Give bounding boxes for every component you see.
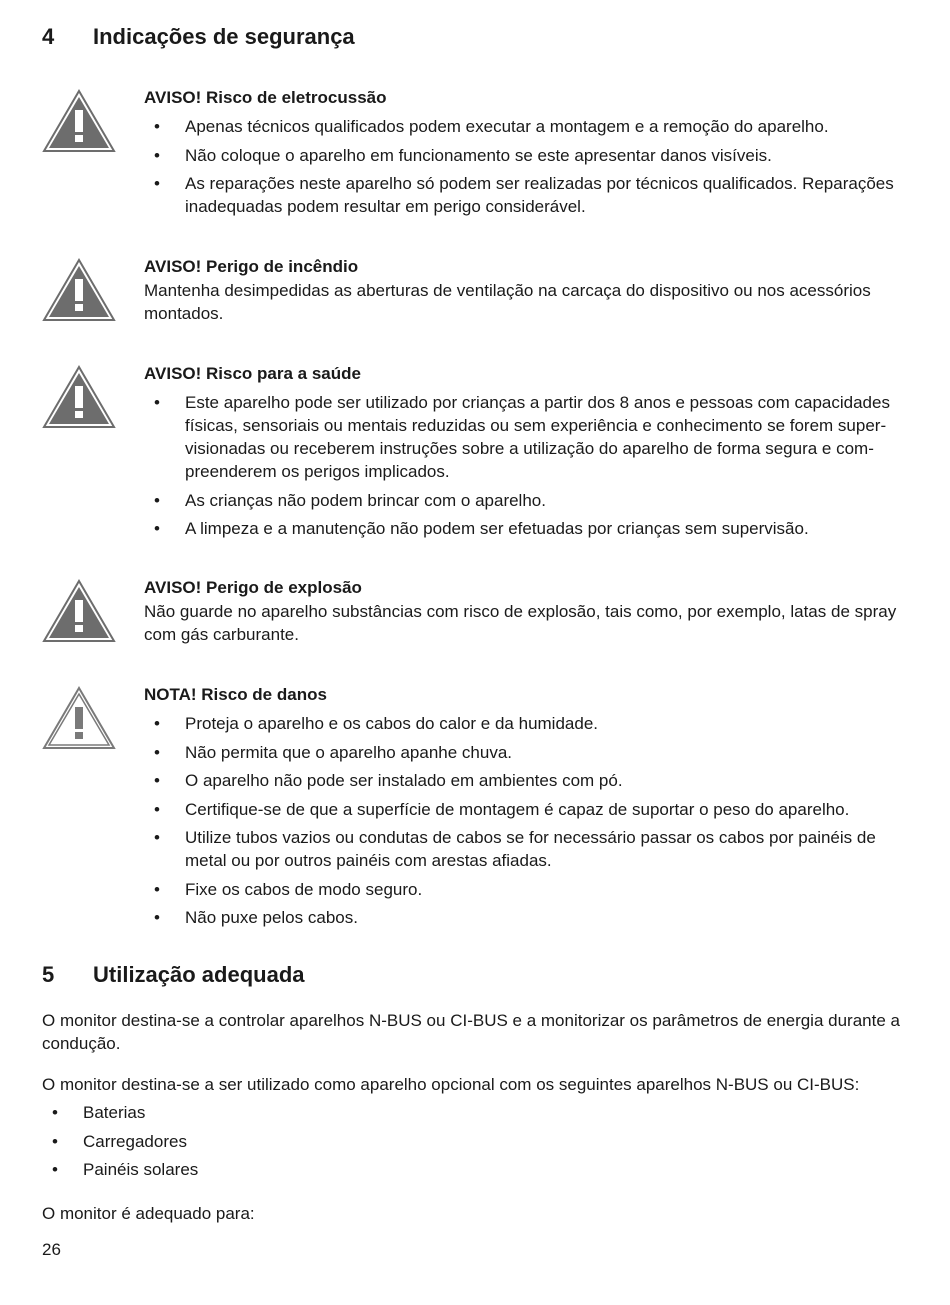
section-title: Indicações de segurança bbox=[93, 24, 355, 49]
list-item: • Utilize tubos vazios ou condutas de cabos se for necessário passar os cabos por painéis de metal ou por outros painéis com arestas afiadas. bbox=[144, 826, 922, 872]
warning-bullet-list bbox=[144, 115, 922, 218]
note-bullet-list bbox=[144, 712, 922, 929]
warning-title: AVISO! Risco para a saúde bbox=[144, 364, 361, 383]
warning-fire bbox=[42, 255, 922, 325]
warning-title: AVISO! Perigo de explosão bbox=[144, 578, 362, 597]
note-title: NOTA! Risco de danos bbox=[144, 685, 327, 704]
list-item: • Proteja o aparelho e os cabos do calor e da humidade. bbox=[144, 712, 922, 735]
section-number: 5 bbox=[42, 962, 55, 987]
section-5-heading bbox=[42, 962, 305, 988]
warning-title: AVISO! Risco de eletrocussão bbox=[144, 88, 387, 107]
paragraph: O monitor destina-se a controlar aparelhos N-BUS ou CI-BUS e a monitorizar os parâmetros de energia durante a condução. bbox=[42, 1011, 900, 1053]
list-item: • Não coloque o aparelho em funcionamento se este apresentar danos visíveis. bbox=[144, 144, 922, 167]
warning-text: Mantenha desimpedidas as aberturas de ventilação na carcaça do dispositivo ou nos acessórios montados. bbox=[144, 281, 871, 323]
list-item: • As reparações neste aparelho só podem ser realizadas por técnicos qualificados. Reparações inadequadas podem resultar em perigo considerável. bbox=[144, 172, 922, 218]
warning-bullet-list bbox=[144, 391, 922, 540]
list-item: • Apenas técnicos qualificados podem executar a montagem e a remoção do aparelho. bbox=[144, 115, 922, 138]
warning-electrocution bbox=[42, 86, 922, 224]
section-number: 4 bbox=[42, 24, 55, 49]
list-item: • Não puxe pelos cabos. bbox=[144, 906, 922, 929]
list-item: • As crianças não podem brincar com o aparelho. bbox=[144, 489, 922, 512]
warning-triangle-icon bbox=[42, 364, 116, 430]
list-item: • A limpeza e a manutenção não podem ser efetuadas por crianças sem supervisão. bbox=[144, 517, 922, 540]
page-number: 26 bbox=[42, 1240, 61, 1259]
paragraph: O monitor é adequado para: bbox=[42, 1204, 255, 1223]
section-title: Utilização adequada bbox=[93, 962, 305, 987]
list-item: • Certifique-se de que a superfície de montagem é capaz de suportar o peso do aparelho. bbox=[144, 798, 922, 821]
warning-triangle-icon bbox=[42, 88, 116, 154]
warning-text: Não guarde no aparelho substâncias com risco de explosão, tais como, por exemplo, latas de spray com gás carburante. bbox=[144, 602, 897, 644]
list-item: • Painéis solares bbox=[42, 1158, 198, 1181]
device-bullet-list bbox=[42, 1101, 198, 1187]
warning-explosion bbox=[42, 576, 922, 646]
caution-triangle-icon bbox=[42, 685, 116, 751]
section-4-heading bbox=[42, 24, 355, 50]
paragraph: O monitor destina-se a ser utilizado como aparelho opcional com os seguintes aparelhos N-BUS ou CI-BUS: bbox=[42, 1075, 860, 1094]
list-item: • O aparelho não pode ser instalado em ambientes com pó. bbox=[144, 769, 922, 792]
list-item: • Carregadores bbox=[42, 1130, 198, 1153]
note-damage bbox=[42, 683, 922, 935]
warning-triangle-icon bbox=[42, 578, 116, 644]
warning-health bbox=[42, 362, 922, 546]
list-item: • Não permita que o aparelho apanhe chuva. bbox=[144, 741, 922, 764]
list-item: • Este aparelho pode ser utilizado por crianças a partir dos 8 anos e pessoas com capacidades físicas, sensoriais ou mentais reduzidas ou sem experiência e conhecimento se forem supervisionadas ou receberem instruções sobre a utilização do aparelho de forma segura e compreenderem os perigos implicados. bbox=[144, 391, 922, 483]
warning-triangle-icon bbox=[42, 257, 116, 323]
warning-title: AVISO! Perigo de incêndio bbox=[144, 257, 359, 276]
list-item: • Fixe os cabos de modo seguro. bbox=[144, 878, 922, 901]
list-item: • Baterias bbox=[42, 1101, 198, 1124]
